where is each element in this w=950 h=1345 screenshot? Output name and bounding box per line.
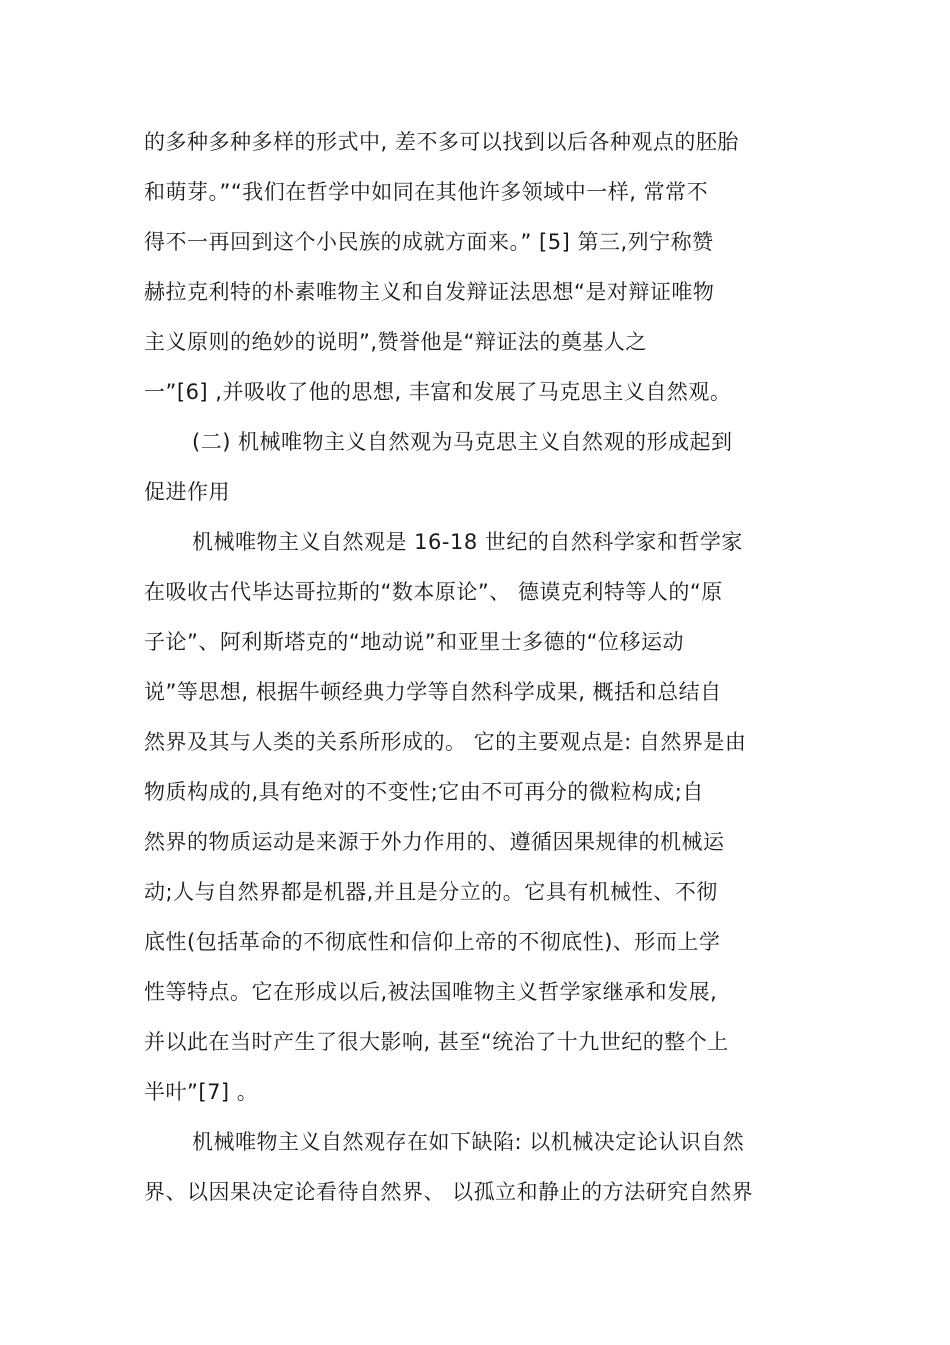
text-line: 底性(包括革命的不彻底性和信仰上帝的不彻底性)、形而上学	[144, 930, 721, 954]
text-line: 动;人与自然界都是机器,并且是分立的。它具有机械性、不彻	[144, 880, 718, 904]
text-line: 物质构成的,具有绝对的不变性;它由不可再分的微粒构成;自	[144, 780, 704, 804]
text-line: 说”等思想, 根据牛顿经典力学等自然科学成果, 概括和总结自	[144, 680, 722, 704]
text-line: 赫拉克利特的朴素唯物主义和自发辩证法思想“是对辩证唯物	[144, 280, 715, 304]
text-line: 然界及其与人类的关系所形成的。 它的主要观点是: 自然界是由	[144, 730, 747, 754]
text-line: 机械唯物主义自然观是 16-18 世纪的自然科学家和哲学家	[192, 530, 743, 554]
text-line: 并以此在当时产生了很大影响, 甚至“统治了十九世纪的整个上	[144, 1030, 729, 1054]
text-line: 主义原则的绝妙的说明”,赞誉他是“辩证法的奠基人之	[144, 330, 647, 354]
text-line: 一”[6] ,并吸收了他的思想, 丰富和发展了马克思主义自然观。	[144, 380, 732, 404]
text-line: 子论”、阿利斯塔克的“地动说”和亚里士多德的“位移运动	[144, 630, 685, 654]
text-line: 然界的物质运动是来源于外力作用的、遵循因果规律的机械运	[144, 830, 725, 854]
text-line: 界、以因果决定论看待自然界、 以孤立和静止的方法研究自然界	[144, 1180, 754, 1204]
text-line: 机械唯物主义自然观存在如下缺陷: 以机械决定论认识自然	[192, 1130, 745, 1154]
text-line: 性等特点。它在形成以后,被法国唯物主义哲学家继承和发展,	[144, 980, 718, 1004]
section-heading-continuation: 促进作用	[144, 480, 230, 504]
section-heading: (二) 机械唯物主义自然观为马克思主义自然观的形成起到	[192, 430, 733, 454]
text-line: 和萌芽。”“我们在哲学中如同在其他许多领域中一样, 常常不	[144, 180, 709, 204]
text-line: 半叶”[7] 。	[144, 1080, 259, 1104]
text-line: 得不一再回到这个小民族的成就方面来。” [5] 第三,列宁称赞	[144, 230, 714, 254]
text-line: 的多种多种多样的形式中, 差不多可以找到以后各种观点的胚胎	[144, 130, 739, 154]
text-line: 在吸收古代毕达哥拉斯的“数本原论”、 德谟克利特等人的“原	[144, 580, 723, 604]
